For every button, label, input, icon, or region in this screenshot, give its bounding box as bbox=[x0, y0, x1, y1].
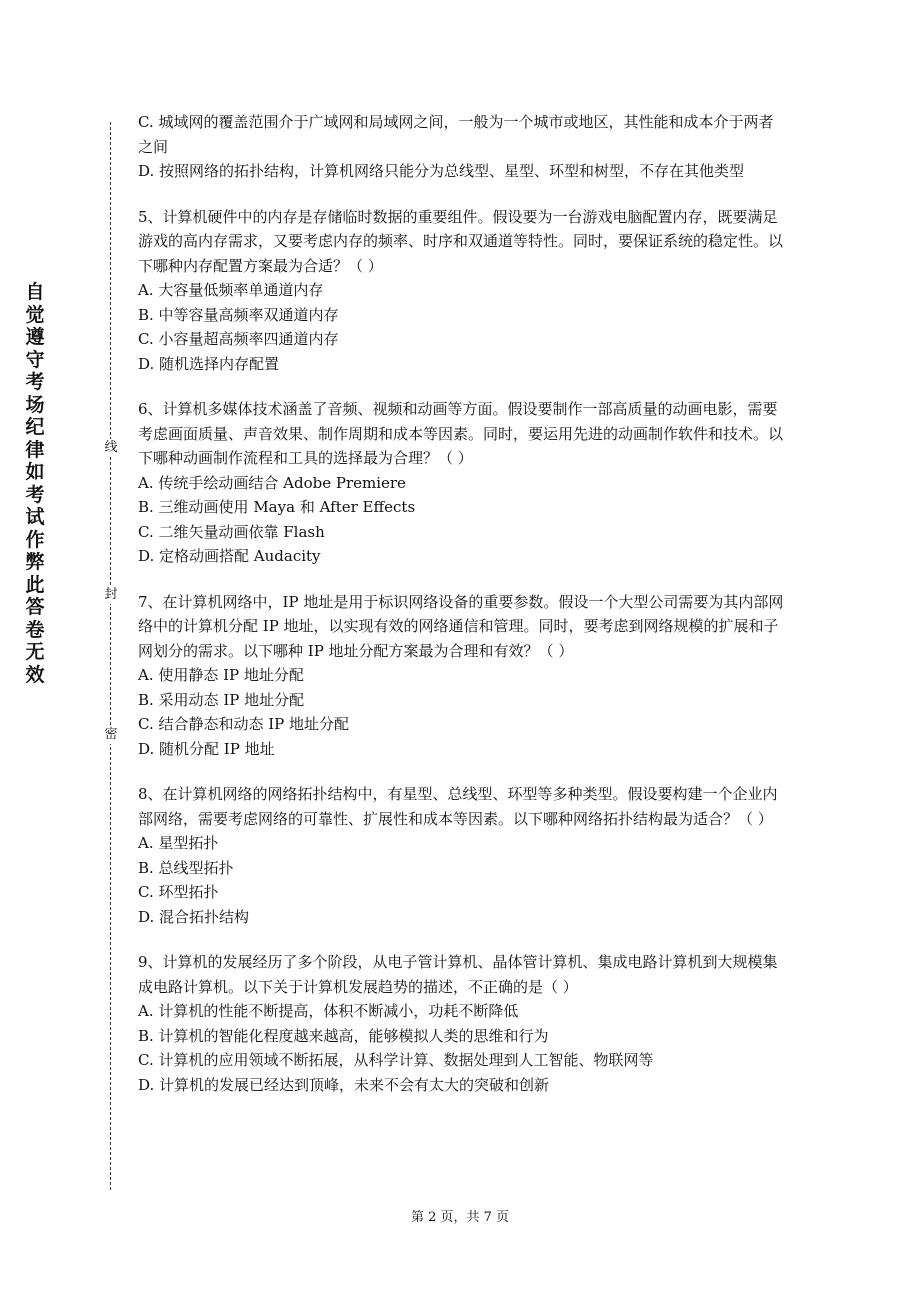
question-stem: 8、在计算机网络的网络拓扑结构中，有星型、总线型、环型等多种类型。假设要构建一个企业内部网络，需要考虑网络的可靠性、扩展性和成本等因素。以下哪种网络拓扑结构最为适合？（ ） bbox=[138, 785, 778, 828]
option-a: A. 使用静态 IP 地址分配 bbox=[138, 666, 304, 684]
option-b: B. 总线型拓扑 bbox=[138, 858, 234, 877]
option-b: B. 中等容量高频率双通道内存 bbox=[138, 305, 339, 324]
question-9 bbox=[138, 950, 788, 1097]
exam-discipline-notice: 自觉遵守考场纪律如考试作弊此答卷无效 bbox=[25, 281, 45, 686]
binding-mark-seal: 封 bbox=[104, 587, 118, 602]
option-a: A. 传统手绘动画结合 Adobe Premiere bbox=[138, 473, 406, 492]
binding-dashed-line bbox=[110, 122, 111, 1190]
option-d: D. 随机分配 IP 地址 bbox=[138, 739, 275, 758]
option-b: B. 三维动画使用 Maya 和 After Effects bbox=[138, 498, 416, 516]
option-c: C. 小容量超高频率四通道内存 bbox=[138, 330, 339, 348]
option-a: A. 星型拓扑 bbox=[138, 834, 219, 852]
option-d: D. 计算机的发展已经达到顶峰，未来不会有太大的突破和创新 bbox=[138, 1075, 550, 1094]
option-c: C. 环型拓扑 bbox=[138, 883, 219, 901]
question-5 bbox=[138, 205, 788, 377]
question-stem: 5、计算机硬件中的内存是存储临时数据的重要组件。假设要为一台游戏电脑配置内存，既要满足游戏的高内存需求，又要考虑内存的频率、时序和双通道等特性。同时，要保证系统的稳定性。以下哪种内存配置方案最为合适？（ ） bbox=[138, 207, 784, 275]
option-c: C. 计算机的应用领域不断拓展，从科学计算、数据处理到人工智能、物联网等 bbox=[138, 1051, 654, 1069]
page-number: 第 2 页，共 7 页 bbox=[410, 1210, 510, 1225]
option-d: D. 混合拓扑结构 bbox=[138, 907, 250, 926]
option-c: C. 结合静态和动态 IP 地址分配 bbox=[138, 715, 350, 733]
option-b: B. 计算机的智能化程度越来越高，能够模拟人类的思维和行为 bbox=[138, 1026, 549, 1045]
option-d: D. 定格动画搭配 Audacity bbox=[138, 547, 321, 565]
binding-mark-line: 线 bbox=[104, 440, 118, 455]
question-7 bbox=[138, 590, 788, 762]
option-c: C. 城域网的覆盖范围介于广域网和局域网之间，一般为一个城市或地区，其性能和成本介于两者之间 bbox=[138, 113, 774, 156]
option-b: B. 采用动态 IP 地址分配 bbox=[138, 690, 305, 709]
binding-mark-secret: 密 bbox=[104, 727, 118, 742]
option-d: D. 按照网络的拓扑结构，计算机网络只能分为总线型、星型、环型和树型，不存在其他类型 bbox=[138, 162, 745, 180]
question-content bbox=[138, 110, 788, 1097]
question-stem: 6、计算机多媒体技术涵盖了音频、视频和动画等方面。假设要制作一部高质量的动画电影，需要考虑画面质量、声音效果、制作周期和成本等因素。同时，要运用先进的动画制作软件和技术。以下哪种动画制作流程和工具的选择最为合理？（ ） bbox=[138, 400, 784, 467]
option-a: A. 计算机的性能不断提高，体积不断减小，功耗不断降低 bbox=[138, 1002, 519, 1020]
question-8 bbox=[138, 782, 788, 929]
question-stem: 7、在计算机网络中，IP 地址是用于标识网络设备的重要参数。假设一个大型公司需要为其内部网络中的计算机分配 IP 地址，以实现有效的网络通信和管理。同时，要考虑到网络规模的扩展和子网划分的需求。以下哪种 IP 地址分配方案最为合理和有效？（ ） bbox=[138, 592, 784, 660]
option-a: A. 大容量低频率单通道内存 bbox=[138, 281, 324, 299]
option-c: C. 二维矢量动画依靠 Flash bbox=[138, 522, 325, 541]
question-6 bbox=[138, 397, 788, 569]
question-stem: 9、计算机的发展经历了多个阶段，从电子管计算机、晶体管计算机、集成电路计算机到大规模集成电路计算机。以下关于计算机发展趋势的描述，不正确的是（ ） bbox=[138, 953, 778, 996]
option-d: D. 随机选择内存配置 bbox=[138, 354, 280, 373]
question-4-continued-options bbox=[138, 110, 788, 184]
